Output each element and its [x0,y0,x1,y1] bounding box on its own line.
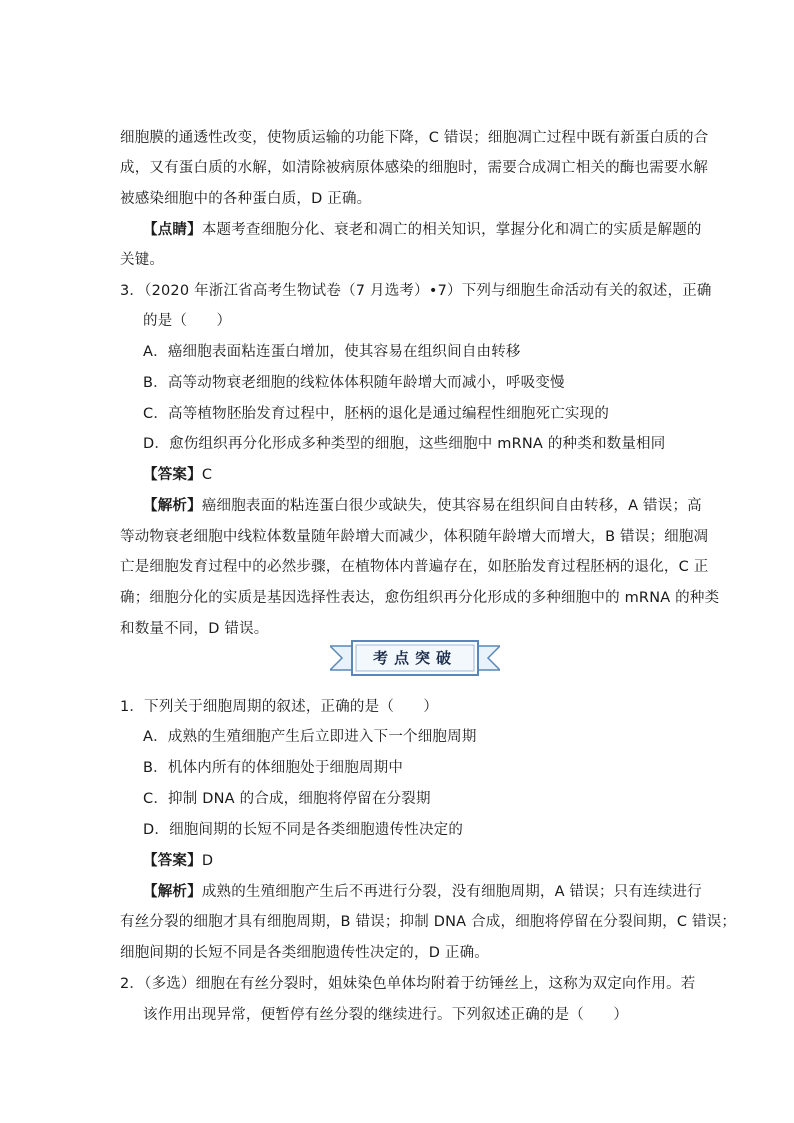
text-line: 细胞膜的通透性改变，使物质运输的功能下降，C 错误；细胞凋亡过程中既有新蛋白质的合 [120,130,709,146]
explanation-text: 成熟的生殖细胞产生后不再进行分裂，没有细胞周期，A 错误；只有连续进行 [201,884,702,900]
explanation-text: 癌细胞表面的粘连蛋白很少或缺失，使其容易在组织间自由转移，A 错误；高 [201,498,702,514]
practice-1-option-d: D．细胞间期的长短不同是各类细胞遗传性决定的 [143,822,464,838]
note-tag: 【点睛】 [143,222,202,238]
practice-1-option-c: C．抑制 DNA 的合成，细胞将停留在分裂期 [143,791,431,807]
practice-1-answer [143,851,213,871]
text-line: 被感染细胞中的各种蛋白质，D 正确。 [120,191,372,207]
answer-value: D [201,853,214,869]
question-3-option-b: B．高等动物衰老细胞的线粒体体积随年龄增大而减小，呼吸变慢 [143,375,565,391]
practice-1-explanation [143,882,702,902]
note-paragraph [143,220,702,240]
practice-1-option-b: B．机体内所有的体细胞处于细胞周期中 [143,760,404,776]
answer-value: C [201,467,213,483]
question-3-stem: 3．（2020 年浙江省高考生物试卷（7 月选考）•7）下列与细胞生命活动有关的叙述，正确 [120,283,712,299]
practice-2-stem: 2．（多选）细胞在有丝分裂时，姐妹染色单体均附着于纺锤丝上，这称为双定向作用。若 [120,976,696,992]
question-3-answer [143,465,212,485]
text-line: 等动物衰老细胞中线粒体数量随年龄增大而减少，体积随年龄增大而增大，B 错误；细胞凋 [120,529,709,545]
note-text: 本题考查细胞分化、衰老和凋亡的相关知识，掌握分化和凋亡的实质是解题的 [201,222,702,238]
question-3-option-a: A．癌细胞表面粘连蛋白增加，使其容易在组织间自由转移 [143,344,521,360]
question-3-stem-cont: 的是（ ） [143,313,232,329]
text-line: 成，又有蛋白质的水解，如清除被病原体感染的细胞时，需要合成凋亡相关的酶也需要水解 [120,160,708,176]
practice-1-option-a: A．成熟的生殖细胞产生后立即进入下一个细胞周期 [143,729,477,745]
question-3-explanation [143,496,702,516]
banner-title: 考点突破 [372,649,457,667]
question-3-option-d: D．愈伤组织再分化形成多种类型的细胞，这些细胞中 mRNA 的种类和数量相同 [143,436,666,452]
text-line: 细胞间期的长短不同是各类细胞遗传性决定的，D 正确。 [120,945,489,961]
answer-tag: 【答案】 [143,853,202,869]
practice-2-stem-cont: 该作用出现异常，便暂停有丝分裂的继续进行。下列叙述正确的是（ ） [143,1007,629,1023]
text-line: 和数量不同，D 错误。 [120,621,269,637]
explanation-tag: 【解析】 [143,498,202,514]
text-line: 关键。 [120,252,165,268]
text-line: 确；细胞分化的实质是基因选择性表达，愈伤组织再分化形成的多种细胞中的 mRNA 的种类 [120,590,720,606]
section-banner [330,638,500,678]
practice-1-stem: 1．下列关于细胞周期的叙述，正确的是（ ） [120,699,439,715]
explanation-tag: 【解析】 [143,884,202,900]
text-line: 亡是细胞发育过程中的必然步骤，在植物体内普遍存在，如胚胎发育过程胚柄的退化，C 正 [120,559,709,575]
answer-tag: 【答案】 [143,467,202,483]
text-line: 有丝分裂的细胞才具有细胞周期，B 错误；抑制 DNA 合成，细胞将停留在分裂间期，C 错误； [120,914,737,930]
question-3-option-c: C．高等植物胚胎发育过程中，胚柄的退化是通过编程性细胞死亡实现的 [143,406,610,422]
